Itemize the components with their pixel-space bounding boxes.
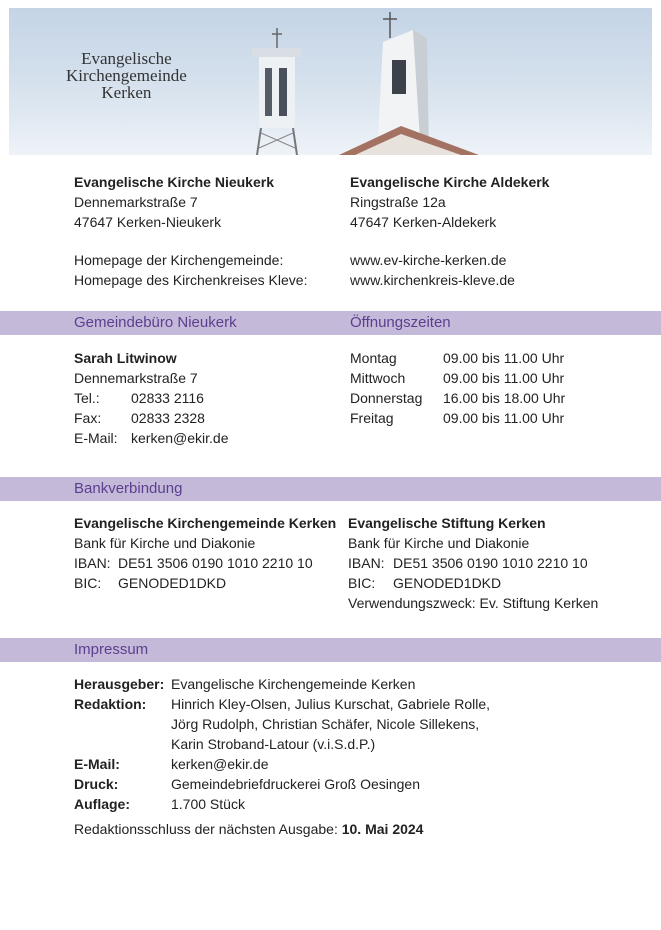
impressum-redaktion-line: Jörg Rudolph, Christian Schäfer, Nicole Sillekens, (171, 716, 480, 732)
bank-left-name: Evangelische Kirchengemeinde Kerken (74, 515, 337, 531)
impressum-auflage: 1.700 Stück (171, 796, 245, 812)
impressum-heading: Impressum (74, 641, 149, 658)
redaktionsschluss-date: 10. Mai 2024 (341, 821, 424, 837)
hours-day: Donnerstag (350, 390, 423, 406)
impressum-auflage-label: Auflage: (74, 796, 130, 812)
bank-left-iban-label: IBAN: (74, 555, 111, 571)
impressum-email-link[interactable]: kerken@ekir.de (171, 756, 269, 772)
bank-right-bank: Bank für Kirche und Diakonie (348, 535, 530, 551)
logo-line-1: Evangelische (81, 49, 172, 68)
church-right-city: 47647 Kerken-Aldekerk (350, 214, 497, 230)
bank-left-iban: DE51 3506 0190 1010 2210 10 (118, 555, 313, 571)
hours-time: 09.00 bis 11.00 Uhr (443, 350, 565, 366)
redaktionsschluss-text: Redaktionsschluss der nächsten Ausgabe: (74, 821, 342, 837)
bank-left-bic-label: BIC: (74, 575, 102, 591)
buero-fax-label: Fax: (74, 410, 102, 426)
hours-time: 16.00 bis 18.00 Uhr (443, 390, 566, 406)
church-right-name: Evangelische Kirche Aldekerk (350, 174, 550, 190)
impressum-herausgeber: Evangelische Kirchengemeinde Kerken (171, 676, 416, 692)
homepage-kreis-link[interactable]: www.kirchenkreis-kleve.de (350, 272, 515, 288)
homepage-kreis-label: Homepage des Kirchenkreises Kleve: (74, 272, 308, 288)
logo-line-2: Kirchengemeinde (66, 66, 187, 85)
impressum-druck-label: Druck: (74, 776, 119, 792)
impressum-email-label: E-Mail: (74, 756, 120, 772)
buero-street: Dennemarkstraße 7 (74, 370, 198, 386)
impressum-redaktion-label: Redaktion: (74, 696, 147, 712)
buero-email-link[interactable]: kerken@ekir.de (131, 430, 229, 446)
buero-fax: 02833 2328 (131, 410, 205, 426)
bank-right-purpose: Verwendungszweck: Ev. Stiftung Kerken (348, 595, 599, 611)
impressum-redaktion-line: Hinrich Kley-Olsen, Julius Kurschat, Gabriele Rolle, (171, 696, 491, 712)
bank-left-bank: Bank für Kirche und Diakonie (74, 535, 256, 551)
impressum-herausgeber-label: Herausgeber: (74, 676, 165, 692)
buero-contact-name: Sarah Litwinow (74, 350, 177, 366)
buero-heading: Gemeindebüro Nieukerk (74, 314, 237, 331)
hours-time: 09.00 bis 11.00 Uhr (443, 410, 565, 426)
impressum-redaktion-line: Karin Stroband-Latour (v.i.S.d.P.) (171, 736, 376, 752)
section-bar-bank (0, 477, 661, 501)
buero-email-label: E-Mail: (74, 430, 118, 446)
bank-right-bic: GENODED1DKD (393, 575, 502, 591)
bank-right-name: Evangelische Stiftung Kerken (348, 515, 546, 531)
hours-time: 09.00 bis 11.00 Uhr (443, 370, 565, 386)
logo-line-3: Kerken (101, 83, 152, 102)
bank-heading: Bankverbindung (74, 480, 183, 497)
church-left-name: Evangelische Kirche Nieukerk (74, 174, 274, 190)
church-right-street: Ringstraße 12a (350, 194, 446, 210)
section-bar-buero (0, 311, 661, 335)
section-bar-impressum (0, 638, 661, 662)
hours-day: Montag (350, 350, 397, 366)
hours-day: Freitag (350, 410, 394, 426)
bank-right-bic-label: BIC: (348, 575, 376, 591)
bank-left-bic: GENODED1DKD (118, 575, 227, 591)
church-left-street: Dennemarkstraße 7 (74, 194, 198, 210)
homepage-gemeinde-link[interactable]: www.ev-kirche-kerken.de (350, 252, 507, 268)
buero-tel-label: Tel.: (74, 390, 100, 406)
homepage-gemeinde-label: Homepage der Kirchengemeinde: (74, 252, 284, 268)
bank-right-iban-label: IBAN: (348, 555, 385, 571)
bank-right-iban: DE51 3506 0190 1010 2210 10 (393, 555, 588, 571)
impressum-druck: Gemeindebriefdruckerei Groß Oesingen (171, 776, 421, 792)
redaktionsschluss (74, 819, 423, 839)
hours-day: Mittwoch (350, 370, 406, 386)
church-left-city: 47647 Kerken-Nieukerk (74, 214, 222, 230)
buero-tel: 02833 2116 (131, 390, 204, 406)
logo-wordmark (66, 50, 187, 101)
oeffnungszeiten-heading: Öffnungszeiten (350, 314, 451, 331)
